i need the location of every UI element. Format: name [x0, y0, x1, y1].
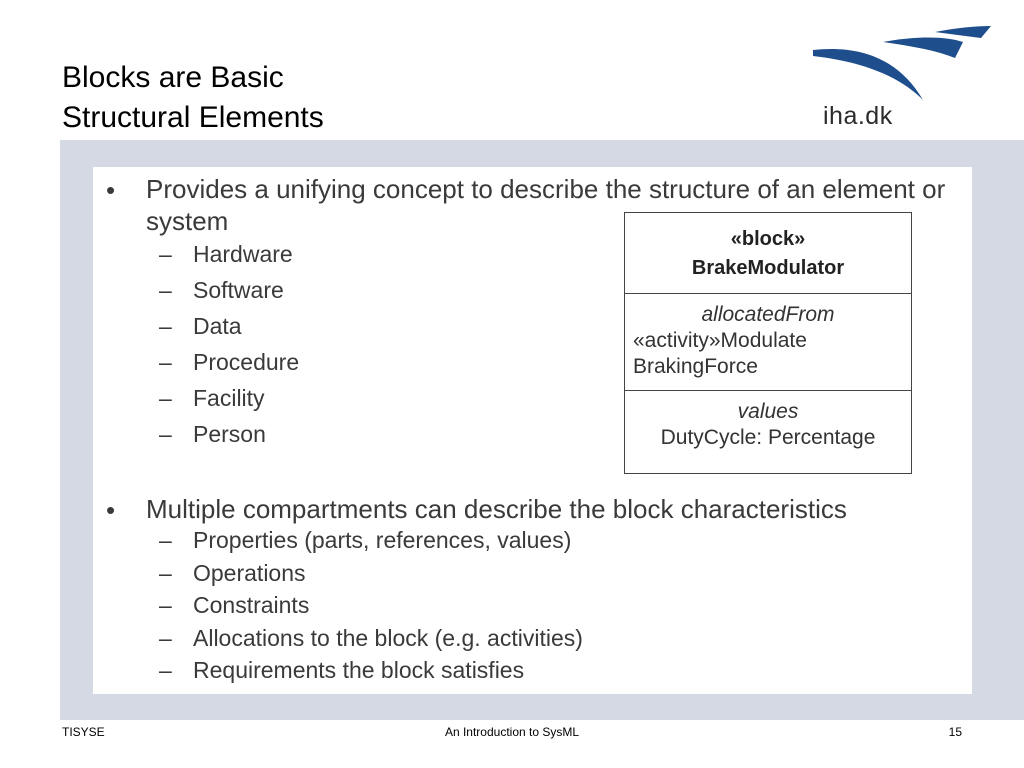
sub-item-text: Software — [193, 277, 284, 303]
values-compartment — [625, 391, 911, 473]
slide-title-line-2: Structural Elements — [62, 101, 324, 134]
sub-item-text: Operations — [193, 559, 306, 586]
dash-marker: – — [159, 421, 172, 447]
footer-left: TISYSE — [62, 725, 105, 739]
dash-marker: – — [159, 277, 172, 303]
allocated-from-compartment — [625, 294, 911, 391]
compartment-line: DutyCycle: Percentage — [660, 426, 876, 449]
iha-logo — [805, 22, 1005, 137]
compartment-line: «activity»Modulate — [633, 329, 807, 352]
block-stereotype: «block» — [730, 228, 806, 250]
dash-marker: – — [159, 385, 172, 411]
dash-marker: – — [159, 559, 172, 586]
dash-marker: – — [159, 624, 172, 651]
sub-item-text: Requirements the block satisfies — [193, 657, 525, 683]
sub-item-text: Procedure — [193, 349, 300, 375]
compartment-title: allocatedFrom — [701, 303, 835, 326]
compartment-title: values — [737, 400, 799, 423]
sub-item-text: Constraints — [193, 592, 310, 618]
block-name-compartment — [625, 213, 911, 294]
sub-item-text: Hardware — [193, 241, 293, 267]
dash-marker: – — [159, 313, 172, 339]
dash-marker: – — [159, 657, 172, 683]
dash-marker: – — [159, 592, 172, 618]
content-area — [93, 167, 972, 694]
slide-number: 15 — [948, 725, 962, 739]
slide-title — [62, 58, 324, 138]
bullet-section-2 — [93, 493, 972, 683]
logo-wing-icon — [805, 22, 1005, 107]
bullet-text: Provides a unifying concept to describe the structure of an element or system — [146, 174, 946, 236]
dash-marker: – — [159, 527, 172, 553]
compartment-line: BrakingForce — [633, 355, 758, 378]
sub-item-text: Data — [193, 313, 242, 339]
sub-item-text: Allocations to the block (e.g. activities) — [193, 624, 583, 651]
dash-marker: – — [159, 241, 172, 267]
bullet-marker: • — [106, 495, 116, 525]
block-name: BrakeModulator — [691, 257, 845, 279]
sub-item-text: Facility — [193, 385, 265, 411]
sub-item-text: Properties (parts, references, values) — [193, 527, 572, 553]
block-diagram — [624, 212, 912, 474]
bullet-marker: • — [106, 175, 116, 205]
logo-text: iha.dk — [823, 102, 893, 130]
sub-item-text: Person — [193, 421, 266, 447]
dash-marker: – — [159, 349, 172, 375]
bullet-text: Multiple compartments can describe the block characteristics — [146, 494, 847, 524]
slide-title-line-1: Blocks are Basic — [62, 61, 284, 94]
footer-center: An Introduction to SysML — [444, 725, 580, 739]
